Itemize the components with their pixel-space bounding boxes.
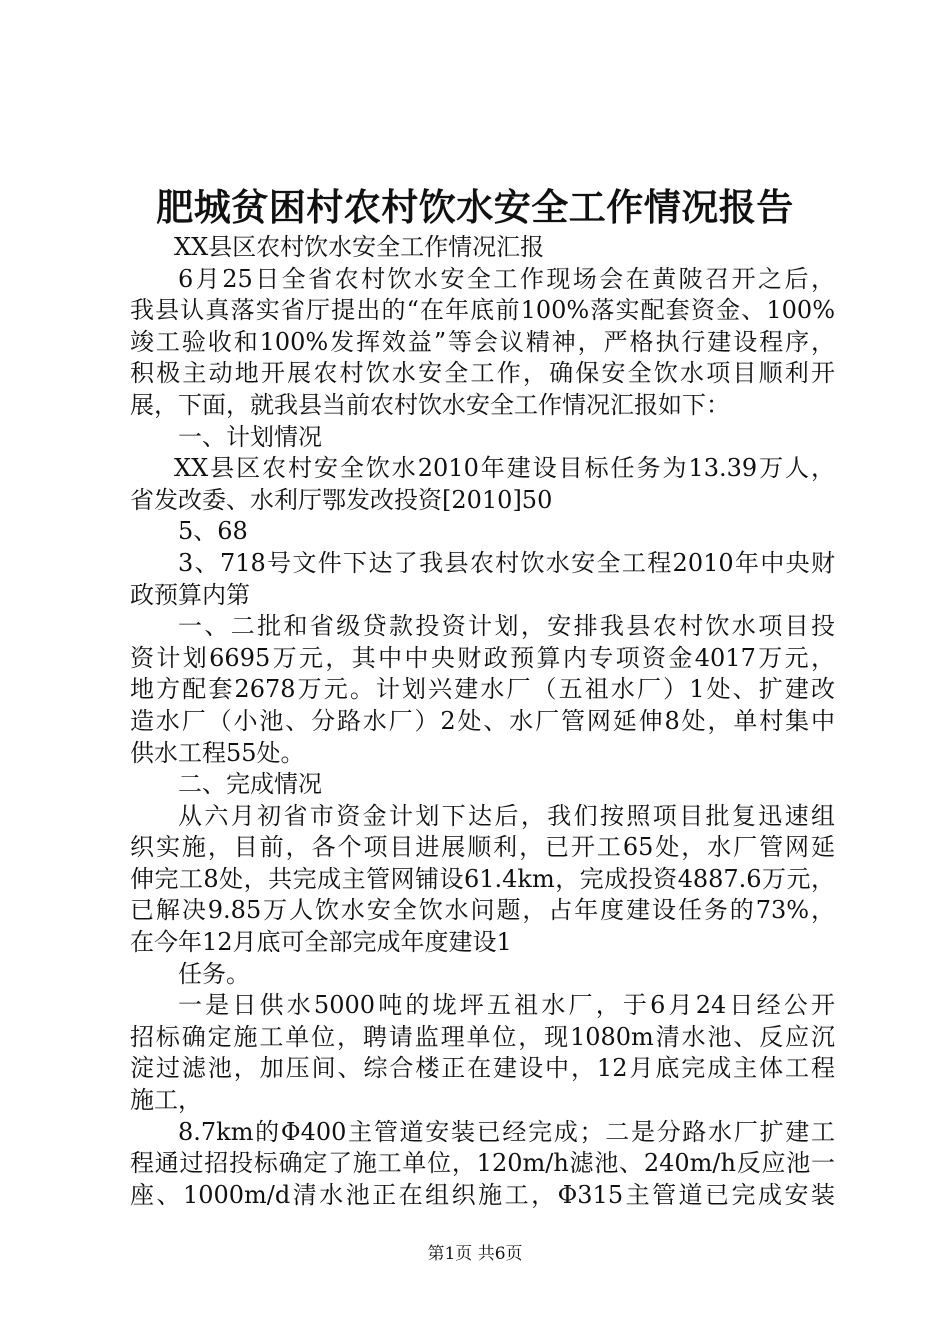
body-line: 一、二批和省级贷款投资计划，安排我县农村饮水项目投 <box>178 612 835 641</box>
body-line: 一是日供水5000吨的垅坪五祖水厂，于6月24日经公开 <box>178 991 835 1020</box>
body-line: 程通过招投标确定了施工单位，120m/h滤池、240m/h反应池一 <box>130 1149 835 1178</box>
section-heading: 二、完成情况 <box>178 770 322 799</box>
body-line: 从六月初省市资金计划下达后，我们按照项目批复迅速组 <box>178 801 835 830</box>
body-line: 竣工验收和100%发挥效益”等会议精神，严格执行建设程序， <box>130 327 835 356</box>
body-line: 织实施，目前，各个项目进展顺利，已开工65处，水厂管网延 <box>130 833 835 862</box>
body-line: 招标确定施工单位，聘请监理单位，现1080m清水池、反应沉 <box>130 1022 835 1051</box>
body-line: XX县区农村安全饮水2010年建设目标任务为13.39万人， <box>174 454 835 483</box>
body-line: 6月25日全省农村饮水安全工作现场会在黄陂召开之后， <box>178 264 835 293</box>
body-line: XX县区农村饮水安全工作情况汇报 <box>174 233 545 261</box>
body-line: 淀过滤池，加压间、综合楼正在建设中，12月底完成主体工程 <box>130 1054 835 1083</box>
body-line: 已解决9.85万人饮水安全饮水问题，占年度建设任务的73%， <box>130 896 835 925</box>
page-number: 第1页 共6页 <box>427 1244 523 1264</box>
body-line: 8.7km的Φ400主管道安装已经完成；二是分路水厂扩建工 <box>178 1117 835 1146</box>
body-line: 在今年12月底可全部完成年度建设1 <box>130 928 512 957</box>
body-line: 积极主动地开展农村饮水安全工作，确保安全饮水项目顺利开 <box>130 359 835 388</box>
body-line: 供水工程55处。 <box>130 738 305 767</box>
document-body <box>130 232 835 1211</box>
body-line: 伸完工8处，共完成主管网铺设61.4km，完成投资4887.6万元， <box>130 864 835 893</box>
body-line: 我县认真落实省厅提出的“在年底前100%落实配套资金、100% <box>130 296 835 325</box>
body-line: 展，下面，就我县当前农村饮水安全工作情况汇报如下： <box>130 390 730 419</box>
body-line: 造水厂（小池、分路水厂）2处、水厂管网延伸8处，单村集中 <box>130 706 835 735</box>
body-line: 资计划6695万元，其中中央财政预算内专项资金4017万元， <box>130 643 835 672</box>
body-line: 座、1000m/d清水池正在组织施工，Φ315主管道已完成安装 <box>130 1180 835 1209</box>
body-line: 任务。 <box>178 959 250 988</box>
body-line: 政预算内第 <box>130 580 250 609</box>
body-line: 地方配套2678万元。计划兴建水厂（五祖水厂）1处、扩建改 <box>130 675 835 704</box>
body-line: 3、718号文件下达了我县农村饮水安全工程2010年中央财 <box>178 548 835 577</box>
body-line: 5、68 <box>178 517 248 546</box>
section-heading: 一、计划情况 <box>178 422 322 451</box>
body-line: 省发改委、水利厅鄂发改投资[2010]50 <box>130 485 553 514</box>
document-title: 肥城贫困村农村饮水安全工作情况报告 <box>156 185 794 229</box>
body-line: 施工， <box>130 1086 202 1115</box>
